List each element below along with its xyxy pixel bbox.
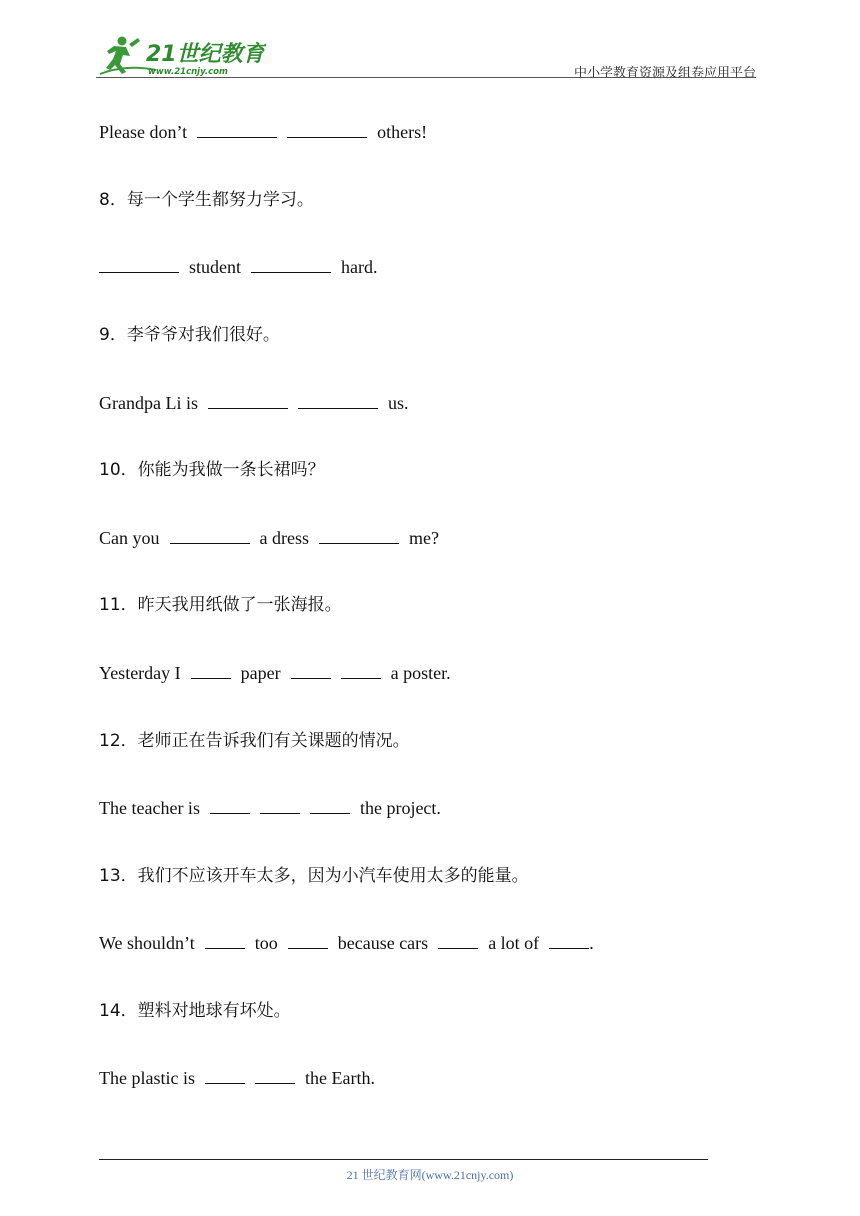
- blank-10-2[interactable]: [319, 526, 399, 544]
- blank-13-2[interactable]: [288, 931, 328, 949]
- question-11: 11．昨天我用纸做了一张海报。: [99, 595, 342, 615]
- blank-14-2[interactable]: [255, 1066, 295, 1084]
- header-divider: [96, 77, 756, 78]
- text-segment: student: [189, 257, 241, 277]
- text-segment: .: [589, 933, 594, 953]
- text-segment: The plastic is: [99, 1068, 195, 1088]
- question-14: 14．塑料对地球有坏处。: [99, 1001, 291, 1021]
- text-segment: We shouldn’t: [99, 933, 195, 953]
- text-segment: Yesterday I: [99, 663, 181, 683]
- text-segment: a dress: [259, 528, 309, 548]
- logo-21cnjy: [96, 34, 266, 78]
- text-segment: because cars: [337, 933, 429, 953]
- blank-10-1[interactable]: [170, 526, 250, 544]
- answer-line-13: [99, 931, 594, 955]
- question-8: 8．每一个学生都努力学习。: [99, 190, 314, 210]
- text-segment: paper: [240, 663, 281, 683]
- text-segment: too: [254, 933, 278, 953]
- question-13: 13．我们不应该开车太多，因为小汽车使用太多的能量。: [99, 866, 529, 886]
- answer-line-11: [99, 661, 451, 685]
- blank-13-1[interactable]: [205, 931, 245, 949]
- logo-url-text: www.21cnjy.com: [148, 67, 228, 77]
- blank-11-2[interactable]: [291, 661, 331, 679]
- footer-divider: [99, 1159, 708, 1160]
- blank-7-2[interactable]: [287, 120, 367, 138]
- text-segment: us.: [387, 393, 409, 413]
- answer-line-12: [99, 796, 441, 820]
- answer-line-8: [99, 255, 377, 279]
- text-segment: a poster.: [390, 663, 451, 683]
- blank-8-2[interactable]: [251, 255, 331, 273]
- text-segment: a lot of: [488, 933, 540, 953]
- question-9: 9．李爷爷对我们很好。: [99, 325, 280, 345]
- blank-12-3[interactable]: [310, 796, 350, 814]
- text-segment: me?: [408, 528, 439, 548]
- text-segment: the Earth.: [304, 1068, 375, 1088]
- logo-text: 21世纪教育: [146, 42, 265, 67]
- text-segment: hard.: [341, 257, 378, 277]
- text-segment: Can you: [99, 528, 160, 548]
- blank-12-2[interactable]: [260, 796, 300, 814]
- text-segment: Grandpa Li is: [99, 393, 198, 413]
- blank-9-1[interactable]: [208, 391, 288, 409]
- question-10: 10．你能为我做一条长裙吗？: [99, 460, 325, 480]
- page-header: [96, 30, 756, 80]
- blank-14-1[interactable]: [205, 1066, 245, 1084]
- answer-line-7: [99, 120, 427, 144]
- text-segment: the project.: [359, 798, 441, 818]
- blank-12-1[interactable]: [210, 796, 250, 814]
- answer-line-14: [99, 1066, 375, 1090]
- answer-line-9: [99, 391, 409, 415]
- blank-11-1[interactable]: [191, 661, 231, 679]
- header-platform-label: 中小学教育资源及组卷应用平台: [573, 66, 756, 81]
- text-segment: others!: [377, 122, 428, 142]
- text-segment: Please don’t: [99, 122, 188, 142]
- blank-9-2[interactable]: [298, 391, 378, 409]
- footer-text[interactable]: 21 世纪教育网(www.21cnjy.com): [346, 1168, 514, 1182]
- blank-8-1[interactable]: [99, 255, 179, 273]
- text-segment: The teacher is: [99, 798, 200, 818]
- question-12: 12．老师正在告诉我们有关课题的情况。: [99, 731, 410, 751]
- blank-13-3[interactable]: [438, 931, 478, 949]
- blank-7-1[interactable]: [197, 120, 277, 138]
- blank-11-3[interactable]: [341, 661, 381, 679]
- blank-13-4[interactable]: [549, 931, 589, 949]
- answer-line-10: [99, 526, 439, 550]
